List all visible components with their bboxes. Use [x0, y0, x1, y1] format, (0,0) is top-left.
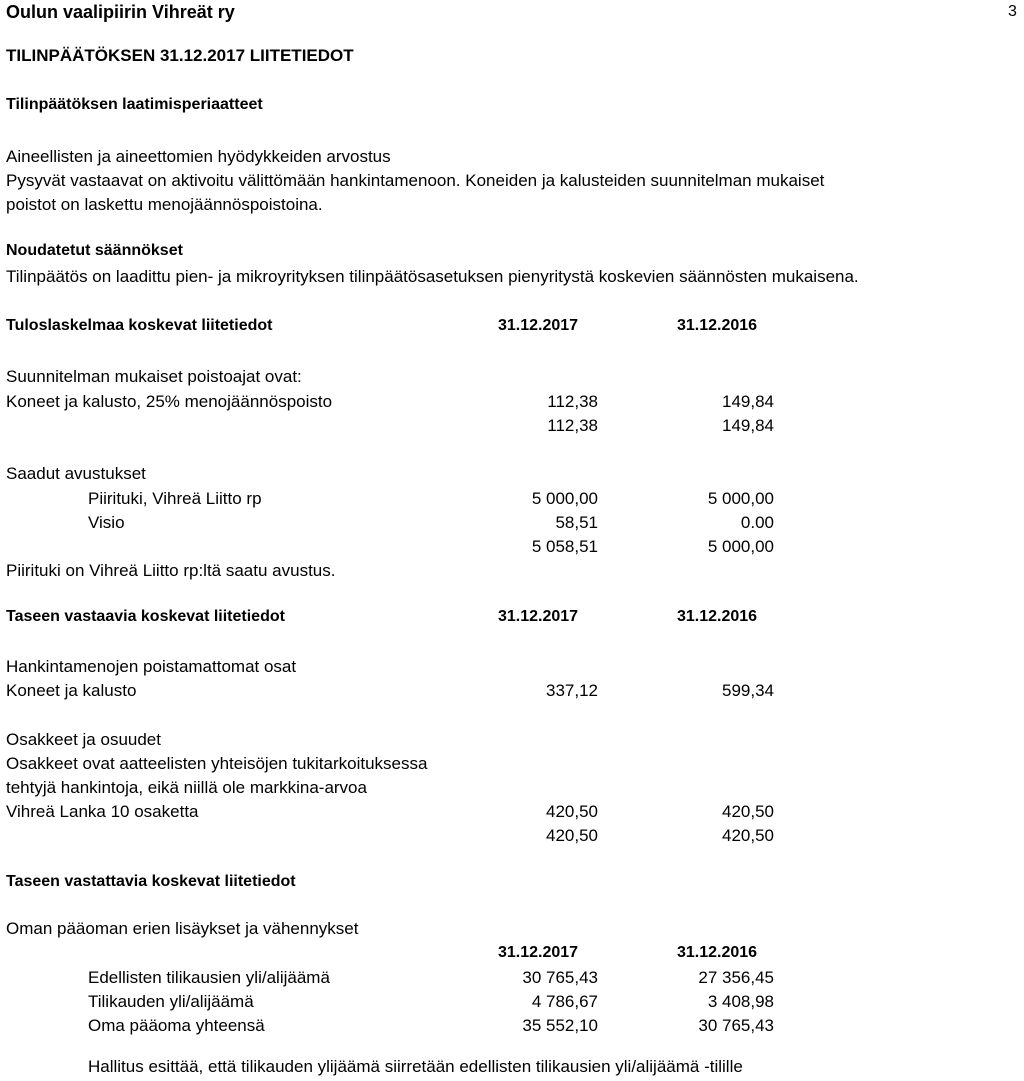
equity-row-2016: 3 408,98	[707, 992, 774, 1011]
document-title: TILINPÄÄTÖKSEN 31.12.2017 LIITETIEDOT	[6, 46, 354, 65]
equity-title: Oman pääoman erien lisäykset ja vähennykset	[6, 919, 359, 938]
income-col-2017: 31.12.2017	[498, 317, 579, 334]
shares-row-label: Vihreä Lanka 10 osaketta	[6, 802, 199, 821]
grant-row-2017: 58,51	[555, 513, 598, 532]
equity-row-2017: 35 552,10	[522, 1016, 598, 1035]
unamortized-2017: 337,12	[546, 681, 598, 700]
grants-note: Piirituki on Vihreä Liitto rp:ltä saatu avustus.	[6, 561, 336, 580]
equity-row-label: Tilikauden yli/alijäämä	[88, 992, 254, 1011]
grants-total-2016: 5 000,00	[707, 537, 774, 556]
equity-row-2016: 30 765,43	[698, 1016, 774, 1035]
assets-col-2017: 31.12.2017	[498, 608, 579, 625]
depreciation-row-label: Koneet ja kalusto, 25% menojäännöspoisto	[6, 392, 333, 411]
shares-2016: 420,50	[722, 802, 774, 821]
unamortized-2016: 599,34	[722, 681, 774, 700]
grant-row-label: Visio	[88, 513, 125, 532]
depreciation-total-2017: 112,38	[547, 416, 598, 435]
grant-row-2016: 0.00	[740, 513, 774, 532]
valuation-text-line2: poistot on laskettu menojäännöspoistoina.	[6, 195, 323, 214]
grant-row-2016: 5 000,00	[707, 489, 774, 508]
depreciation-2016: 149,84	[722, 392, 774, 411]
depreciation-2017: 112,38	[547, 392, 598, 411]
depreciation-total-2016: 149,84	[722, 416, 774, 435]
grants-total-2017: 5 058,51	[531, 537, 598, 556]
shares-description-line2: tehtyjä hankintoja, eikä niillä ole markkina-arvoa	[6, 778, 367, 797]
equity-row-2017: 4 786,67	[531, 992, 598, 1011]
depreciation-title: Suunnitelman mukaiset poistoajat ovat:	[6, 367, 302, 386]
shares-2017: 420,50	[546, 802, 598, 821]
principles-heading: Tilinpäätöksen laatimisperiaatteet	[6, 96, 263, 113]
income-heading: Tuloslaskelmaa koskevat liitetiedot	[6, 317, 273, 334]
grants-title: Saadut avustukset	[6, 464, 146, 483]
page-number: 3	[1008, 3, 1017, 20]
organization-name: Oulun vaalipiirin Vihreät ry	[6, 2, 235, 22]
unamortized-row-label: Koneet ja kalusto	[6, 681, 137, 700]
assets-heading: Taseen vastaavia koskevat liitetiedot	[6, 608, 285, 625]
equity-col-2016: 31.12.2016	[677, 944, 758, 961]
equity-row-2016: 27 356,45	[698, 968, 774, 987]
equity-row-label: Edellisten tilikausien yli/alijäämä	[88, 968, 330, 987]
assets-col-2016: 31.12.2016	[677, 608, 758, 625]
equity-row-label: Oma pääoma yhteensä	[88, 1016, 265, 1035]
valuation-text-line1: Pysyvät vastaavat on aktivoitu välittömään hankintamenoon. Koneiden ja kalusteiden suunnitelman mukaiset	[6, 171, 825, 190]
equity-row-2017: 30 765,43	[522, 968, 598, 987]
shares-total-2016: 420,50	[722, 826, 774, 845]
income-col-2016: 31.12.2016	[677, 317, 758, 334]
grant-row-label: Piirituki, Vihreä Liitto rp	[88, 489, 262, 508]
shares-description-line1: Osakkeet ovat aatteelisten yhteisöjen tukitarkoituksessa	[6, 754, 428, 773]
grant-row-2017: 5 000,00	[531, 489, 598, 508]
equity-col-2017: 31.12.2017	[498, 944, 579, 961]
rules-text: Tilinpäätös on laadittu pien- ja mikroyrityksen tilinpäätösasetuksen pienyritystä koskevien säännösten mukaisena.	[6, 267, 859, 286]
board-proposal: Hallitus esittää, että tilikauden ylijäämä siirretään edellisten tilikausien yli/alijäämä -tilille	[88, 1057, 743, 1076]
rules-heading: Noudatetut säännökset	[6, 242, 183, 259]
shares-total-2017: 420,50	[546, 826, 598, 845]
shares-title: Osakkeet ja osuudet	[6, 730, 161, 749]
liabilities-heading: Taseen vastattavia koskevat liitetiedot	[6, 873, 296, 890]
valuation-title: Aineellisten ja aineettomien hyödykkeiden arvostus	[6, 147, 391, 166]
unamortized-title: Hankintamenojen poistamattomat osat	[6, 657, 297, 676]
